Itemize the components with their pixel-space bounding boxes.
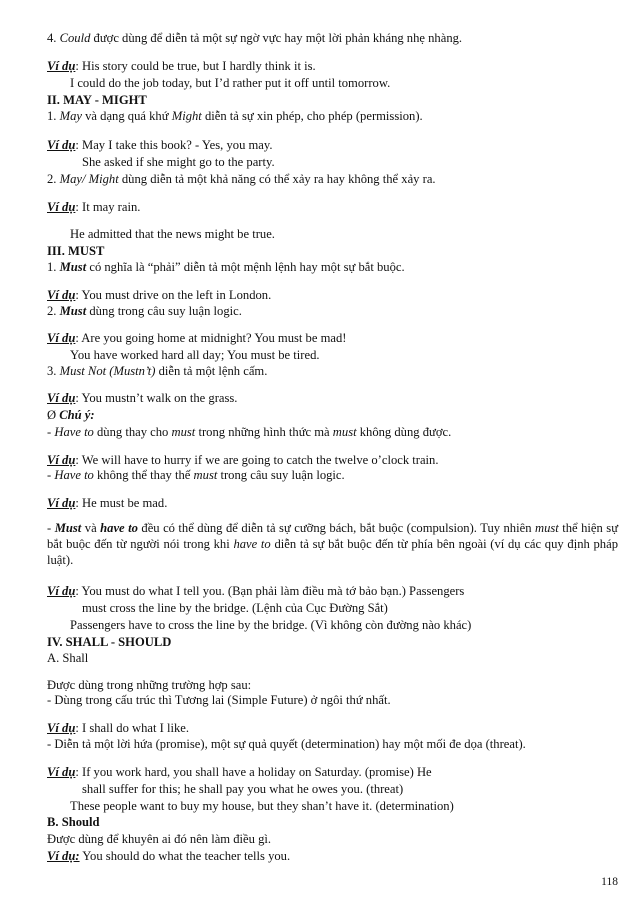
emphasis-text: Ví dụ bbox=[47, 721, 76, 735]
example-have-to-2 bbox=[47, 495, 618, 511]
emphasis-text: have to bbox=[233, 537, 271, 551]
example-may-3 bbox=[47, 199, 618, 215]
line-could-4 bbox=[47, 30, 618, 46]
text-run: - bbox=[47, 425, 55, 439]
text-run: đều có thể dùng để diễn tả sự cưỡng bách, bắt buộc (compulsion). Tuy nhiên bbox=[137, 521, 535, 535]
text-run: Ø bbox=[47, 408, 60, 422]
text-run: : We will have to hurry if we are going to catch the twelve o’clock train. bbox=[75, 453, 439, 467]
text-run: dùng thay cho bbox=[93, 425, 172, 439]
text-run: và bbox=[81, 521, 101, 535]
text-run: 2. bbox=[47, 172, 60, 186]
example-compulsion-2 bbox=[82, 600, 618, 616]
text-run: 3. bbox=[47, 364, 60, 378]
subheading-shall bbox=[47, 650, 618, 666]
text-run: : If you work hard, you shall have a holiday on Saturday. (promise) He bbox=[75, 765, 432, 779]
example-have-to-1 bbox=[47, 452, 618, 468]
emphasis-text: Ví dụ bbox=[47, 496, 76, 510]
emphasis-text: Ví dụ bbox=[47, 453, 76, 467]
emphasis-text: must bbox=[332, 425, 357, 439]
heading-must bbox=[47, 243, 618, 259]
emphasis-text: Ví dụ bbox=[47, 59, 76, 73]
emphasis-text: Must bbox=[59, 260, 87, 274]
example-could-1 bbox=[47, 58, 618, 74]
page-number: 118 bbox=[601, 876, 618, 888]
text-run: A. Shall bbox=[47, 651, 89, 665]
emphasis-text: Ví dụ: bbox=[47, 849, 80, 863]
emphasis-text: must bbox=[193, 468, 218, 482]
emphasis-text: Have to bbox=[54, 468, 94, 482]
example-may-1 bbox=[47, 137, 618, 153]
line-may-2 bbox=[47, 171, 618, 187]
text-run: : You must do what I tell you. (Bạn phải làm điều mà tớ bảo bạn.) Passengers bbox=[75, 584, 465, 598]
emphasis-text: Might bbox=[171, 109, 202, 123]
text-run: có nghĩa là “phải” diễn tả một mệnh lệnh hay một sự bắt buộc. bbox=[86, 260, 405, 274]
emphasis-text: May/ Might bbox=[59, 172, 119, 186]
text-run: diễn tả sự bắt buộc đến từ phía bên ngoài (ví dụ các quy định pháp luật). bbox=[47, 537, 618, 567]
emphasis-text: Ví dụ bbox=[47, 288, 76, 302]
emphasis-text: Must bbox=[54, 521, 82, 535]
line-shall-usage bbox=[47, 677, 618, 693]
text-run: B. Should bbox=[47, 815, 100, 829]
text-run: dùng diễn tả một khả năng có thể xảy ra hay không thể xảy ra. bbox=[118, 172, 436, 186]
example-must-3 bbox=[70, 347, 618, 363]
text-run: I could do the job today, but I’d rather put it off until tomorrow. bbox=[70, 76, 391, 90]
text-run: Được dùng trong những trường hợp sau: bbox=[47, 678, 252, 692]
example-compulsion-3 bbox=[70, 617, 618, 633]
example-shall-1 bbox=[47, 720, 618, 736]
example-must-1 bbox=[47, 287, 618, 303]
text-run: không dùng được. bbox=[356, 425, 452, 439]
example-shall-2 bbox=[47, 764, 618, 780]
text-run: 1. bbox=[47, 260, 60, 274]
text-run: diễn tả sự xin phép, cho phép (permission). bbox=[201, 109, 423, 123]
text-run: must cross the line by the bridge. (Lệnh của Cục Đường Sắt) bbox=[82, 601, 388, 615]
text-run: : His story could be true, but I hardly think it is. bbox=[75, 59, 316, 73]
emphasis-text: Ví dụ bbox=[47, 138, 76, 152]
text-run: IV. SHALL - SHOULD bbox=[47, 635, 172, 649]
emphasis-text: Ví dụ bbox=[47, 584, 76, 598]
text-run: : You must drive on the left in London. bbox=[75, 288, 272, 302]
line-must-3 bbox=[47, 363, 618, 379]
line-may-1 bbox=[47, 108, 618, 124]
heading-shall-should bbox=[47, 634, 618, 650]
example-may-2 bbox=[82, 154, 618, 170]
text-run: - Dùng trong cấu trúc thì Tương lai (Simple Future) ở ngôi thứ nhất. bbox=[47, 693, 391, 707]
example-must-4 bbox=[47, 390, 618, 406]
text-run: shall suffer for this; he shall pay you what he owes you. (threat) bbox=[82, 782, 404, 796]
text-run: dùng trong câu suy luận logic. bbox=[86, 304, 242, 318]
text-run: 1. bbox=[47, 109, 60, 123]
text-run: không thể thay thế bbox=[93, 468, 194, 482]
heading-may-might bbox=[47, 92, 618, 108]
text-run: - bbox=[47, 521, 55, 535]
text-run: : Are you going home at midnight? You must be mad! bbox=[75, 331, 347, 345]
note-have-to-1 bbox=[47, 424, 618, 440]
example-shall-4 bbox=[70, 798, 618, 814]
line-must-2 bbox=[47, 303, 618, 319]
line-must-1 bbox=[47, 259, 618, 275]
emphasis-text: Must bbox=[59, 304, 87, 318]
example-may-4 bbox=[70, 226, 618, 242]
emphasis-text: Ví dụ bbox=[47, 200, 76, 214]
text-run: và dạng quá khứ bbox=[81, 109, 172, 123]
example-compulsion-1 bbox=[47, 583, 618, 599]
text-run: được dùng để diễn tả một sự ngờ vực hay một lời phản kháng nhẹ nhàng. bbox=[90, 31, 463, 45]
note-compulsion bbox=[47, 520, 618, 568]
text-run: - bbox=[47, 468, 55, 482]
emphasis-text: Ví dụ bbox=[47, 765, 76, 779]
emphasis-text: Ví dụ bbox=[47, 391, 76, 405]
example-must-2 bbox=[47, 330, 618, 346]
text-run: trong câu suy luận logic. bbox=[217, 468, 345, 482]
text-run: II. MAY - MIGHT bbox=[47, 93, 147, 107]
text-run: III. MUST bbox=[47, 244, 105, 258]
text-run: : May I take this book? - Yes, you may. bbox=[75, 138, 273, 152]
emphasis-text: must bbox=[171, 425, 196, 439]
text-run: You have worked hard all day; You must be tired. bbox=[70, 348, 320, 362]
note-label bbox=[47, 407, 618, 423]
text-run: : I shall do what I like. bbox=[75, 721, 190, 735]
emphasis-text: Ví dụ bbox=[47, 331, 76, 345]
text-run: trong những hình thức mà bbox=[195, 425, 333, 439]
emphasis-text: Chú ý: bbox=[59, 408, 95, 422]
text-run: You should do what the teacher tells you. bbox=[79, 849, 291, 863]
text-run: These people want to buy my house, but they shan’t have it. (determination) bbox=[70, 799, 454, 813]
text-run: thể hiện sự bắt buộc đến từ người nói trong khi bbox=[47, 521, 619, 551]
emphasis-text: Could bbox=[59, 31, 91, 45]
text-run: : It may rain. bbox=[75, 200, 141, 214]
emphasis-text: May bbox=[59, 109, 82, 123]
line-shall-2 bbox=[47, 736, 618, 752]
text-run: He admitted that the news might be true. bbox=[70, 227, 275, 241]
text-run: Passengers have to cross the line by the bridge. (Vì không còn đường nào khác) bbox=[70, 618, 472, 632]
text-run: : He must be mad. bbox=[75, 496, 168, 510]
example-shall-3 bbox=[82, 781, 618, 797]
text-run: She asked if she might go to the party. bbox=[82, 155, 275, 169]
emphasis-text: Have to bbox=[54, 425, 94, 439]
text-run: 4. bbox=[47, 31, 60, 45]
line-shall-1 bbox=[47, 692, 618, 708]
example-could-2 bbox=[70, 75, 618, 91]
emphasis-text: must bbox=[534, 521, 559, 535]
note-have-to-2 bbox=[47, 467, 618, 483]
text-run: Được dùng để khuyên ai đó nên làm điều gì. bbox=[47, 832, 272, 846]
text-run: - Diễn tả một lời hứa (promise), một sự quả quyết (determination) hay một mối đe dọa (threat). bbox=[47, 737, 526, 751]
emphasis-text: Must Not (Mustn’t) bbox=[59, 364, 156, 378]
text-run: : You mustn’t walk on the grass. bbox=[75, 391, 238, 405]
text-run: diễn tả một lệnh cấm. bbox=[155, 364, 268, 378]
subheading-should bbox=[47, 814, 618, 830]
text-run: 2. bbox=[47, 304, 60, 318]
line-should-1 bbox=[47, 831, 618, 847]
example-should-1 bbox=[47, 848, 618, 864]
emphasis-text: have to bbox=[100, 521, 138, 535]
